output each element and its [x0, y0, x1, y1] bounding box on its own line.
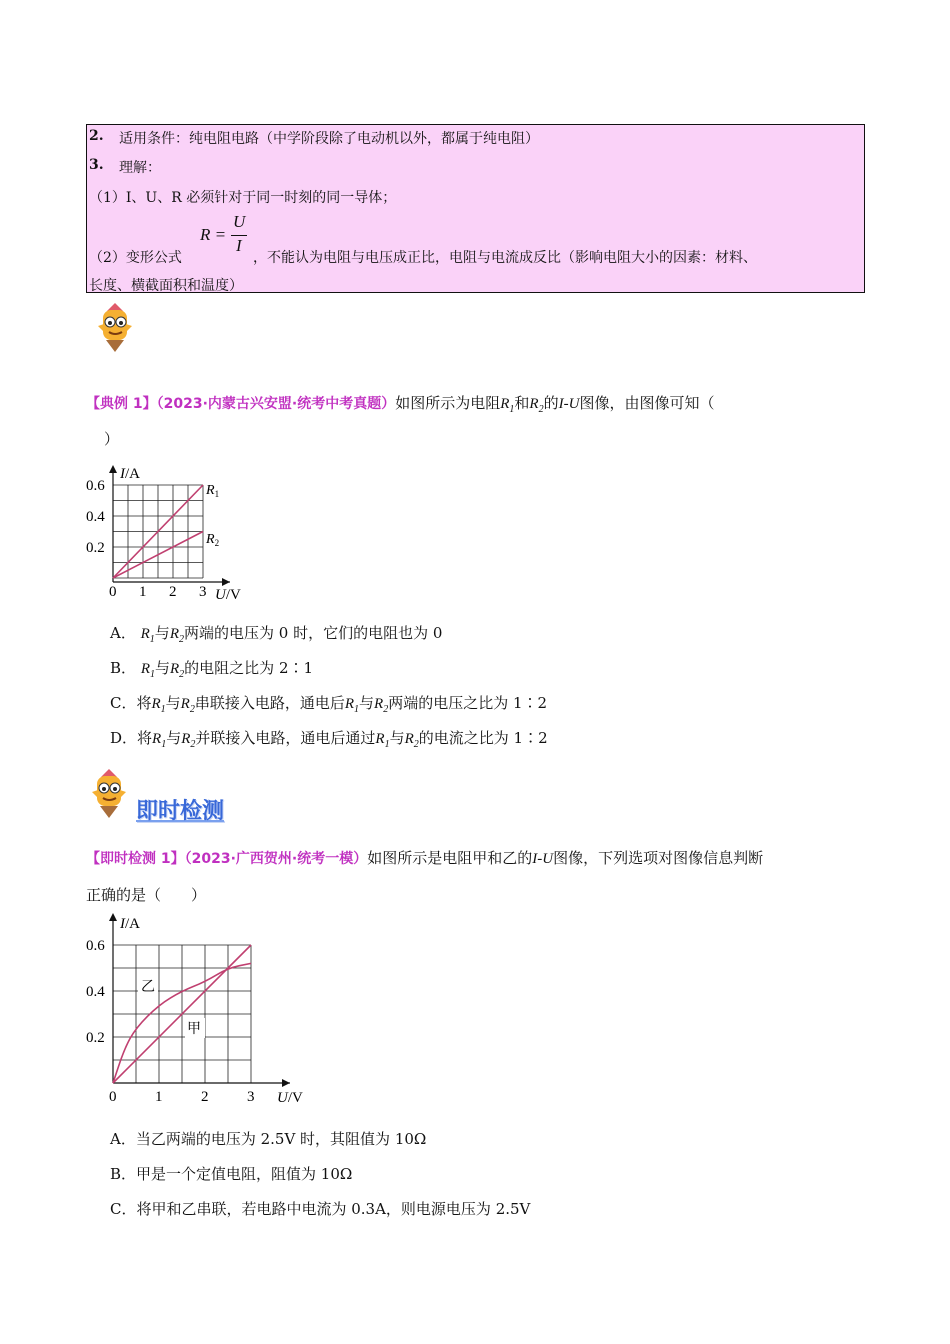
sub-item-1: （1）I、U、R 必须针对于同一时刻的同一导体； [89, 190, 397, 206]
x-tick-label: 1 [139, 584, 147, 600]
sub-item-2-continued: 长度、横截面积和温度） [89, 278, 243, 294]
example1-tag: 【典例 1】（2023·内蒙古兴安盟·统考中考真题） [86, 396, 396, 412]
item2-number: 2. [89, 128, 104, 144]
x-tick-label: 3 [247, 1089, 255, 1105]
formula-denominator: I [236, 236, 242, 255]
item2-text: 适用条件：纯电阻电路（中学阶段除了电动机以外，都属于纯电阻） [119, 131, 539, 147]
item3-text: 理解： [119, 160, 161, 176]
chart1-xlabel: U/V [215, 587, 241, 603]
y-tick-label: 0.6 [86, 478, 105, 494]
check1-option-b[interactable]: B．甲是一个定值电阻，阻值为 10Ω [110, 1165, 353, 1183]
y-tick-label: 0.2 [86, 540, 105, 556]
check1-option-c[interactable]: C．将甲和乙串联，若电路中电流为 0.3A，则电源电压为 2.5V [110, 1200, 531, 1218]
y-tick-label: 0.4 [86, 984, 105, 1000]
y-tick-label: 0.2 [86, 1030, 105, 1046]
formula-lhs: R = [200, 225, 227, 244]
chart2-label-yi: 乙 [141, 980, 155, 995]
chart1-label-r1: $R_1$ [206, 483, 220, 499]
x-tick-label: 2 [169, 584, 177, 600]
example1-option-b[interactable]: B． $R_1$与$R_2$的电阻之比为 2∶1 [110, 659, 314, 680]
chart2-y-arrow [109, 913, 117, 921]
chart1-label-r2: $R_2$ [206, 532, 220, 548]
chart2-x-arrow [282, 1079, 290, 1087]
x-tick-label: 3 [199, 584, 207, 600]
pencil-mascot-icon [88, 768, 130, 820]
example1-option-c[interactable]: C．将$R_1$与$R_2$串联接入电路，通电后$R_1$与$R_2$两端的电压之比为 1∶2 [110, 694, 548, 715]
chart1-x-arrow [222, 578, 230, 586]
x-tick-label: 1 [155, 1089, 163, 1105]
formula-numerator: U [233, 212, 246, 231]
chart1-ylabel: I/A [120, 466, 140, 482]
chart2-label-jia: 甲 [187, 1022, 201, 1037]
example1-stem: 【典例 1】（2023·内蒙古兴安盟·统考中考真题）如图所示为电阻$R_1$和$R_2$的I-U图像，由图像可知（ [86, 394, 715, 415]
x-tick-label: 2 [201, 1089, 209, 1105]
conditions-box [86, 124, 865, 293]
x-tick-label: 0 [109, 1089, 117, 1105]
example1-iu-chart [80, 455, 250, 605]
check1-stem-continued: 正确的是（ ） [86, 886, 207, 904]
check1-option-a[interactable]: A．当乙两端的电压为 2.5V 时，其阻值为 10Ω [110, 1130, 427, 1148]
check1-stem: 【即时检测 1】（2023·广西贺州·统考一模）如图所示是电阻甲和乙的I-U图像，下列选项对图像信息判断 [86, 849, 764, 867]
check1-iu-chart [80, 910, 310, 1110]
chart1-y-arrow [109, 465, 117, 473]
y-tick-label: 0.6 [86, 938, 105, 954]
sub-item-2-prefix: （2）变形公式 [89, 250, 182, 266]
sub-item-2-suffix: ，不能认为电阻与电压成正比，电阻与电流成反比（影响电阻大小的因素：材料、 [253, 250, 757, 266]
y-tick-label: 0.4 [86, 509, 105, 525]
chart2-ylabel: I/A [120, 916, 140, 932]
section-heading: 即时检测 [136, 799, 225, 824]
x-tick-label: 0 [109, 584, 117, 600]
example1-option-a[interactable]: A． $R_1$与$R_2$两端的电压为 0 时，它们的电阻也为 0 [110, 624, 443, 645]
chart2-xlabel: U/V [277, 1090, 303, 1106]
example1-stem-end: ） [104, 430, 120, 448]
pencil-mascot-icon [94, 302, 136, 354]
check1-tag: 【即时检测 1】（2023·广西贺州·统考一模） [86, 851, 368, 867]
item3-number: 3. [89, 157, 104, 173]
example1-option-d[interactable]: D．将$R_1$与$R_2$并联接入电路，通电后通过$R_1$与$R_2$的电流之比为 1∶2 [110, 729, 548, 750]
